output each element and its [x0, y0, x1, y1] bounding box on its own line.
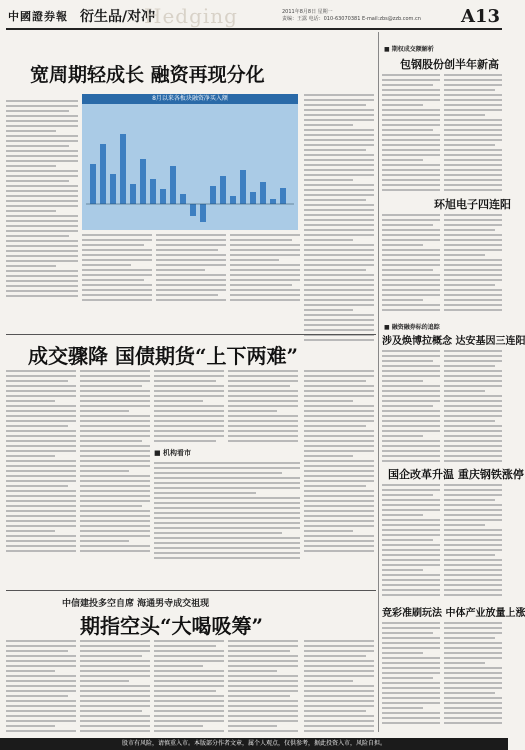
mid-col-2 — [80, 370, 150, 555]
newspaper-logo: 中國證券報 — [8, 10, 68, 23]
mid-col-3b — [154, 462, 300, 562]
mid-col-1 — [6, 370, 76, 555]
column-divider — [378, 32, 379, 732]
bottom-col-4 — [228, 640, 298, 735]
right-col-1a — [382, 74, 440, 194]
right-headline-1: 包钢股份创半年新高 — [400, 58, 499, 71]
bottom-col-3 — [154, 640, 224, 735]
lead-col-5 — [304, 94, 374, 344]
bottom-col-1 — [6, 640, 76, 735]
right-headline-4: 国企改革升温 重庆钢铁涨停 — [388, 468, 524, 481]
chart-title: 8月以来各板块融资净买入额 — [82, 94, 298, 104]
right-col-4a — [382, 484, 440, 599]
mid-rule — [6, 334, 376, 335]
right-col-2b — [444, 214, 502, 314]
page-header — [6, 4, 502, 30]
mid-col-5 — [304, 370, 374, 555]
right-col-1b — [444, 74, 502, 194]
sector-chart — [82, 94, 298, 230]
mid-col-3 — [154, 370, 224, 445]
lead-col-1 — [6, 100, 78, 300]
right-col-2a — [382, 214, 440, 314]
page-footer: 股市有风险，请慎重入市。本版部分作者文章，属个人观点，仅供参考，据此投资入市，风险自担。 — [0, 738, 508, 750]
bottom-col-2 — [80, 640, 150, 735]
section-title-en: Hedging — [144, 4, 238, 28]
header-meta — [282, 9, 421, 23]
right-col-3a — [382, 350, 440, 465]
right-headline-3: 涉及焕博拉概念 达安基因三连阳 — [382, 336, 525, 347]
header-contact: 责编：王露 电话：010-63070381 E-mail:zbs@zzb.com.cn — [282, 16, 421, 22]
header-date: 2011年8月8日 星期一 — [282, 9, 333, 15]
lead-col-3 — [156, 234, 226, 304]
bottom-col-5 — [304, 640, 374, 735]
section-title: 衍生品/对冲 — [80, 9, 156, 25]
mid-headline: 成交骤降 国债期货“上下两难” — [28, 344, 298, 368]
right-headline-2: 环旭电子四连阳 — [434, 198, 511, 211]
bottom-headline: 期指空头“大喝吸筹” — [80, 614, 264, 638]
bottom-rule — [6, 590, 376, 591]
right-col-4b — [444, 484, 502, 599]
right-label-1: ■ 期权成交额解析 — [384, 46, 434, 53]
lead-col-4 — [230, 234, 300, 304]
mid-section-label: ■ 机构看市 — [154, 449, 192, 457]
page-number: A13 — [460, 6, 500, 27]
lead-col-2 — [82, 234, 152, 304]
right-col-3b — [444, 350, 502, 465]
right-headline-5: 竞彩准刷玩法 中体产业放量上涨 — [382, 608, 525, 619]
bottom-headline-kicker: 中信建投多空自席 海通男寺成交祖现 — [62, 599, 210, 609]
right-col-5a — [382, 622, 440, 727]
mid-col-4 — [228, 370, 298, 445]
lead-headline: 宽周期轻成长 融资再现分化 — [30, 64, 265, 86]
chart-bars — [82, 104, 298, 230]
right-col-5b — [444, 622, 502, 727]
right-label-2: ■ 融资融券标的追踪 — [384, 324, 440, 331]
